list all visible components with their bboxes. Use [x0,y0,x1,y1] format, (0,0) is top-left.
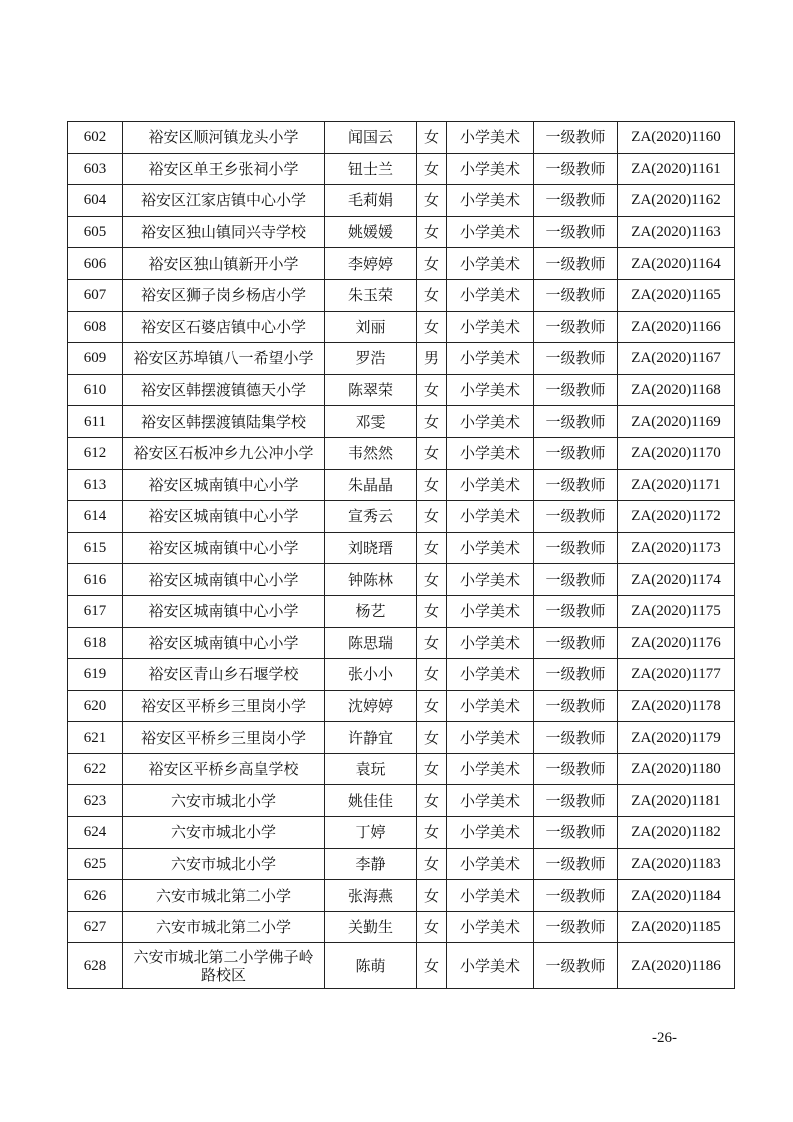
row-number-cell: 622 [68,753,123,785]
certificate-number-cell: ZA(2020)1182 [618,817,735,849]
row-number-cell: 612 [68,437,123,469]
school-cell: 裕安区平桥乡高皇学校 [123,753,325,785]
school-cell: 裕安区独山镇新开小学 [123,248,325,280]
subject-cell: 小学美术 [447,659,534,691]
table-row [68,785,735,817]
teacher-roster-table [67,121,735,989]
teacher-name-cell: 陈思瑞 [325,627,417,659]
gender-cell: 女 [417,532,447,564]
row-number-cell: 625 [68,848,123,880]
table-row [68,279,735,311]
certificate-number-cell: ZA(2020)1161 [618,153,735,185]
title-cell: 一级教师 [534,911,618,943]
school-cell: 裕安区平桥乡三里岗小学 [123,722,325,754]
teacher-name-cell: 朱晶晶 [325,469,417,501]
gender-cell: 女 [417,279,447,311]
school-cell: 裕安区青山乡石堰学校 [123,659,325,691]
gender-cell: 女 [417,785,447,817]
table-row [68,753,735,785]
certificate-number-cell: ZA(2020)1178 [618,690,735,722]
row-number-cell: 605 [68,216,123,248]
row-number-cell: 604 [68,185,123,217]
certificate-number-cell: ZA(2020)1181 [618,785,735,817]
certificate-number-cell: ZA(2020)1174 [618,564,735,596]
title-cell: 一级教师 [534,848,618,880]
row-number-cell: 609 [68,343,123,375]
school-cell: 六安市城北小学 [123,848,325,880]
teacher-name-cell: 关勤生 [325,911,417,943]
gender-cell: 女 [417,122,447,154]
title-cell: 一级教师 [534,153,618,185]
certificate-number-cell: ZA(2020)1171 [618,469,735,501]
table-row [68,564,735,596]
title-cell: 一级教师 [534,595,618,627]
subject-cell: 小学美术 [447,690,534,722]
certificate-number-cell: ZA(2020)1165 [618,279,735,311]
title-cell: 一级教师 [534,185,618,217]
certificate-number-cell: ZA(2020)1184 [618,880,735,912]
school-cell: 裕安区石板冲乡九公冲小学 [123,437,325,469]
school-cell: 六安市城北小学 [123,817,325,849]
page-number: -26- [652,1030,677,1046]
title-cell: 一级教师 [534,311,618,343]
subject-cell: 小学美术 [447,564,534,596]
table-row [68,343,735,375]
subject-cell: 小学美术 [447,627,534,659]
table-row [68,911,735,943]
subject-cell: 小学美术 [447,595,534,627]
table-row [68,185,735,217]
subject-cell: 小学美术 [447,722,534,754]
title-cell: 一级教师 [534,122,618,154]
table-row [68,501,735,533]
table-row [68,216,735,248]
certificate-number-cell: ZA(2020)1169 [618,406,735,438]
gender-cell: 女 [417,248,447,280]
gender-cell: 女 [417,185,447,217]
subject-cell: 小学美术 [447,343,534,375]
certificate-number-cell: ZA(2020)1173 [618,532,735,564]
gender-cell: 女 [417,374,447,406]
subject-cell: 小学美术 [447,311,534,343]
table-row [68,943,735,989]
teacher-name-cell: 韦然然 [325,437,417,469]
subject-cell: 小学美术 [447,501,534,533]
certificate-number-cell: ZA(2020)1168 [618,374,735,406]
gender-cell: 女 [417,406,447,438]
table-row [68,248,735,280]
school-cell: 裕安区城南镇中心小学 [123,532,325,564]
teacher-name-cell: 朱玉荣 [325,279,417,311]
certificate-number-cell: ZA(2020)1180 [618,753,735,785]
teacher-name-cell: 袁玩 [325,753,417,785]
teacher-name-cell: 许静宜 [325,722,417,754]
gender-cell: 女 [417,501,447,533]
certificate-number-cell: ZA(2020)1160 [618,122,735,154]
row-number-cell: 613 [68,469,123,501]
title-cell: 一级教师 [534,469,618,501]
gender-cell: 女 [417,311,447,343]
row-number-cell: 611 [68,406,123,438]
certificate-number-cell: ZA(2020)1177 [618,659,735,691]
subject-cell: 小学美术 [447,185,534,217]
school-cell: 裕安区城南镇中心小学 [123,564,325,596]
teacher-name-cell: 刘晓瑨 [325,532,417,564]
table-row [68,848,735,880]
school-cell: 六安市城北第二小学 [123,911,325,943]
gender-cell: 女 [417,690,447,722]
table-row [68,659,735,691]
row-number-cell: 602 [68,122,123,154]
table-row [68,690,735,722]
school-cell: 裕安区苏埠镇八一希望小学 [123,343,325,375]
subject-cell: 小学美术 [447,153,534,185]
certificate-number-cell: ZA(2020)1162 [618,185,735,217]
gender-cell: 女 [417,817,447,849]
teacher-name-cell: 陈萌 [325,943,417,989]
title-cell: 一级教师 [534,501,618,533]
subject-cell: 小学美术 [447,817,534,849]
gender-cell: 女 [417,437,447,469]
row-number-cell: 617 [68,595,123,627]
subject-cell: 小学美术 [447,911,534,943]
school-cell: 裕安区独山镇同兴寺学校 [123,216,325,248]
title-cell: 一级教师 [534,753,618,785]
subject-cell: 小学美术 [447,753,534,785]
teacher-name-cell: 丁婷 [325,817,417,849]
teacher-name-cell: 姚媛媛 [325,216,417,248]
teacher-name-cell: 李静 [325,848,417,880]
row-number-cell: 621 [68,722,123,754]
title-cell: 一级教师 [534,880,618,912]
gender-cell: 女 [417,564,447,596]
title-cell: 一级教师 [534,722,618,754]
teacher-name-cell: 李婷婷 [325,248,417,280]
teacher-name-cell: 邓雯 [325,406,417,438]
teacher-name-cell: 宣秀云 [325,501,417,533]
table-row [68,437,735,469]
title-cell: 一级教师 [534,627,618,659]
gender-cell: 女 [417,753,447,785]
title-cell: 一级教师 [534,374,618,406]
row-number-cell: 615 [68,532,123,564]
title-cell: 一级教师 [534,817,618,849]
teacher-name-cell: 张小小 [325,659,417,691]
title-cell: 一级教师 [534,690,618,722]
table-row [68,311,735,343]
table-row [68,406,735,438]
subject-cell: 小学美术 [447,469,534,501]
gender-cell: 女 [417,153,447,185]
subject-cell: 小学美术 [447,248,534,280]
title-cell: 一级教师 [534,343,618,375]
teacher-name-cell: 钟陈林 [325,564,417,596]
subject-cell: 小学美术 [447,437,534,469]
title-cell: 一级教师 [534,943,618,989]
gender-cell: 女 [417,469,447,501]
school-cell: 裕安区城南镇中心小学 [123,627,325,659]
table-row [68,817,735,849]
table-row [68,374,735,406]
roster-body [68,122,735,989]
gender-cell: 女 [417,216,447,248]
row-number-cell: 618 [68,627,123,659]
table-row [68,880,735,912]
title-cell: 一级教师 [534,248,618,280]
row-number-cell: 626 [68,880,123,912]
school-cell: 六安市城北第二小学佛子岭路校区 [123,943,325,989]
subject-cell: 小学美术 [447,216,534,248]
title-cell: 一级教师 [534,659,618,691]
subject-cell: 小学美术 [447,279,534,311]
gender-cell: 女 [417,722,447,754]
teacher-name-cell: 张海燕 [325,880,417,912]
certificate-number-cell: ZA(2020)1179 [618,722,735,754]
row-number-cell: 627 [68,911,123,943]
row-number-cell: 614 [68,501,123,533]
title-cell: 一级教师 [534,279,618,311]
teacher-name-cell: 罗浩 [325,343,417,375]
table-row [68,595,735,627]
school-cell: 六安市城北小学 [123,785,325,817]
certificate-number-cell: ZA(2020)1175 [618,595,735,627]
title-cell: 一级教师 [534,532,618,564]
certificate-number-cell: ZA(2020)1186 [618,943,735,989]
school-cell: 六安市城北第二小学 [123,880,325,912]
certificate-number-cell: ZA(2020)1167 [618,343,735,375]
table-row [68,532,735,564]
row-number-cell: 603 [68,153,123,185]
subject-cell: 小学美术 [447,532,534,564]
certificate-number-cell: ZA(2020)1172 [618,501,735,533]
title-cell: 一级教师 [534,564,618,596]
table-row [68,122,735,154]
teacher-name-cell: 毛莉娟 [325,185,417,217]
certificate-number-cell: ZA(2020)1185 [618,911,735,943]
certificate-number-cell: ZA(2020)1170 [618,437,735,469]
subject-cell: 小学美术 [447,374,534,406]
gender-cell: 女 [417,659,447,691]
school-cell: 裕安区城南镇中心小学 [123,469,325,501]
school-cell: 裕安区城南镇中心小学 [123,501,325,533]
school-cell: 裕安区韩摆渡镇陆集学校 [123,406,325,438]
school-cell: 裕安区狮子岗乡杨店小学 [123,279,325,311]
school-cell: 裕安区顺河镇龙头小学 [123,122,325,154]
certificate-number-cell: ZA(2020)1183 [618,848,735,880]
gender-cell: 女 [417,627,447,659]
table-row [68,469,735,501]
teacher-name-cell: 钮士兰 [325,153,417,185]
school-cell: 裕安区韩摆渡镇德天小学 [123,374,325,406]
certificate-number-cell: ZA(2020)1163 [618,216,735,248]
title-cell: 一级教师 [534,785,618,817]
row-number-cell: 606 [68,248,123,280]
row-number-cell: 623 [68,785,123,817]
gender-cell: 女 [417,911,447,943]
row-number-cell: 620 [68,690,123,722]
teacher-name-cell: 闻国云 [325,122,417,154]
gender-cell: 女 [417,595,447,627]
teacher-name-cell: 沈婷婷 [325,690,417,722]
teacher-name-cell: 陈翠荣 [325,374,417,406]
subject-cell: 小学美术 [447,943,534,989]
table-row [68,722,735,754]
subject-cell: 小学美术 [447,848,534,880]
title-cell: 一级教师 [534,437,618,469]
subject-cell: 小学美术 [447,122,534,154]
school-cell: 裕安区平桥乡三里岗小学 [123,690,325,722]
school-cell: 裕安区石婆店镇中心小学 [123,311,325,343]
row-number-cell: 619 [68,659,123,691]
school-cell: 裕安区城南镇中心小学 [123,595,325,627]
teacher-name-cell: 刘丽 [325,311,417,343]
row-number-cell: 628 [68,943,123,989]
gender-cell: 男 [417,343,447,375]
certificate-number-cell: ZA(2020)1164 [618,248,735,280]
row-number-cell: 624 [68,817,123,849]
gender-cell: 女 [417,943,447,989]
title-cell: 一级教师 [534,216,618,248]
teacher-name-cell: 杨艺 [325,595,417,627]
subject-cell: 小学美术 [447,406,534,438]
school-cell: 裕安区江家店镇中心小学 [123,185,325,217]
table-row [68,153,735,185]
teacher-name-cell: 姚佳佳 [325,785,417,817]
title-cell: 一级教师 [534,406,618,438]
school-cell: 裕安区单王乡张祠小学 [123,153,325,185]
certificate-number-cell: ZA(2020)1166 [618,311,735,343]
certificate-number-cell: ZA(2020)1176 [618,627,735,659]
gender-cell: 女 [417,880,447,912]
row-number-cell: 607 [68,279,123,311]
subject-cell: 小学美术 [447,785,534,817]
row-number-cell: 616 [68,564,123,596]
row-number-cell: 608 [68,311,123,343]
subject-cell: 小学美术 [447,880,534,912]
row-number-cell: 610 [68,374,123,406]
table-row [68,627,735,659]
gender-cell: 女 [417,848,447,880]
